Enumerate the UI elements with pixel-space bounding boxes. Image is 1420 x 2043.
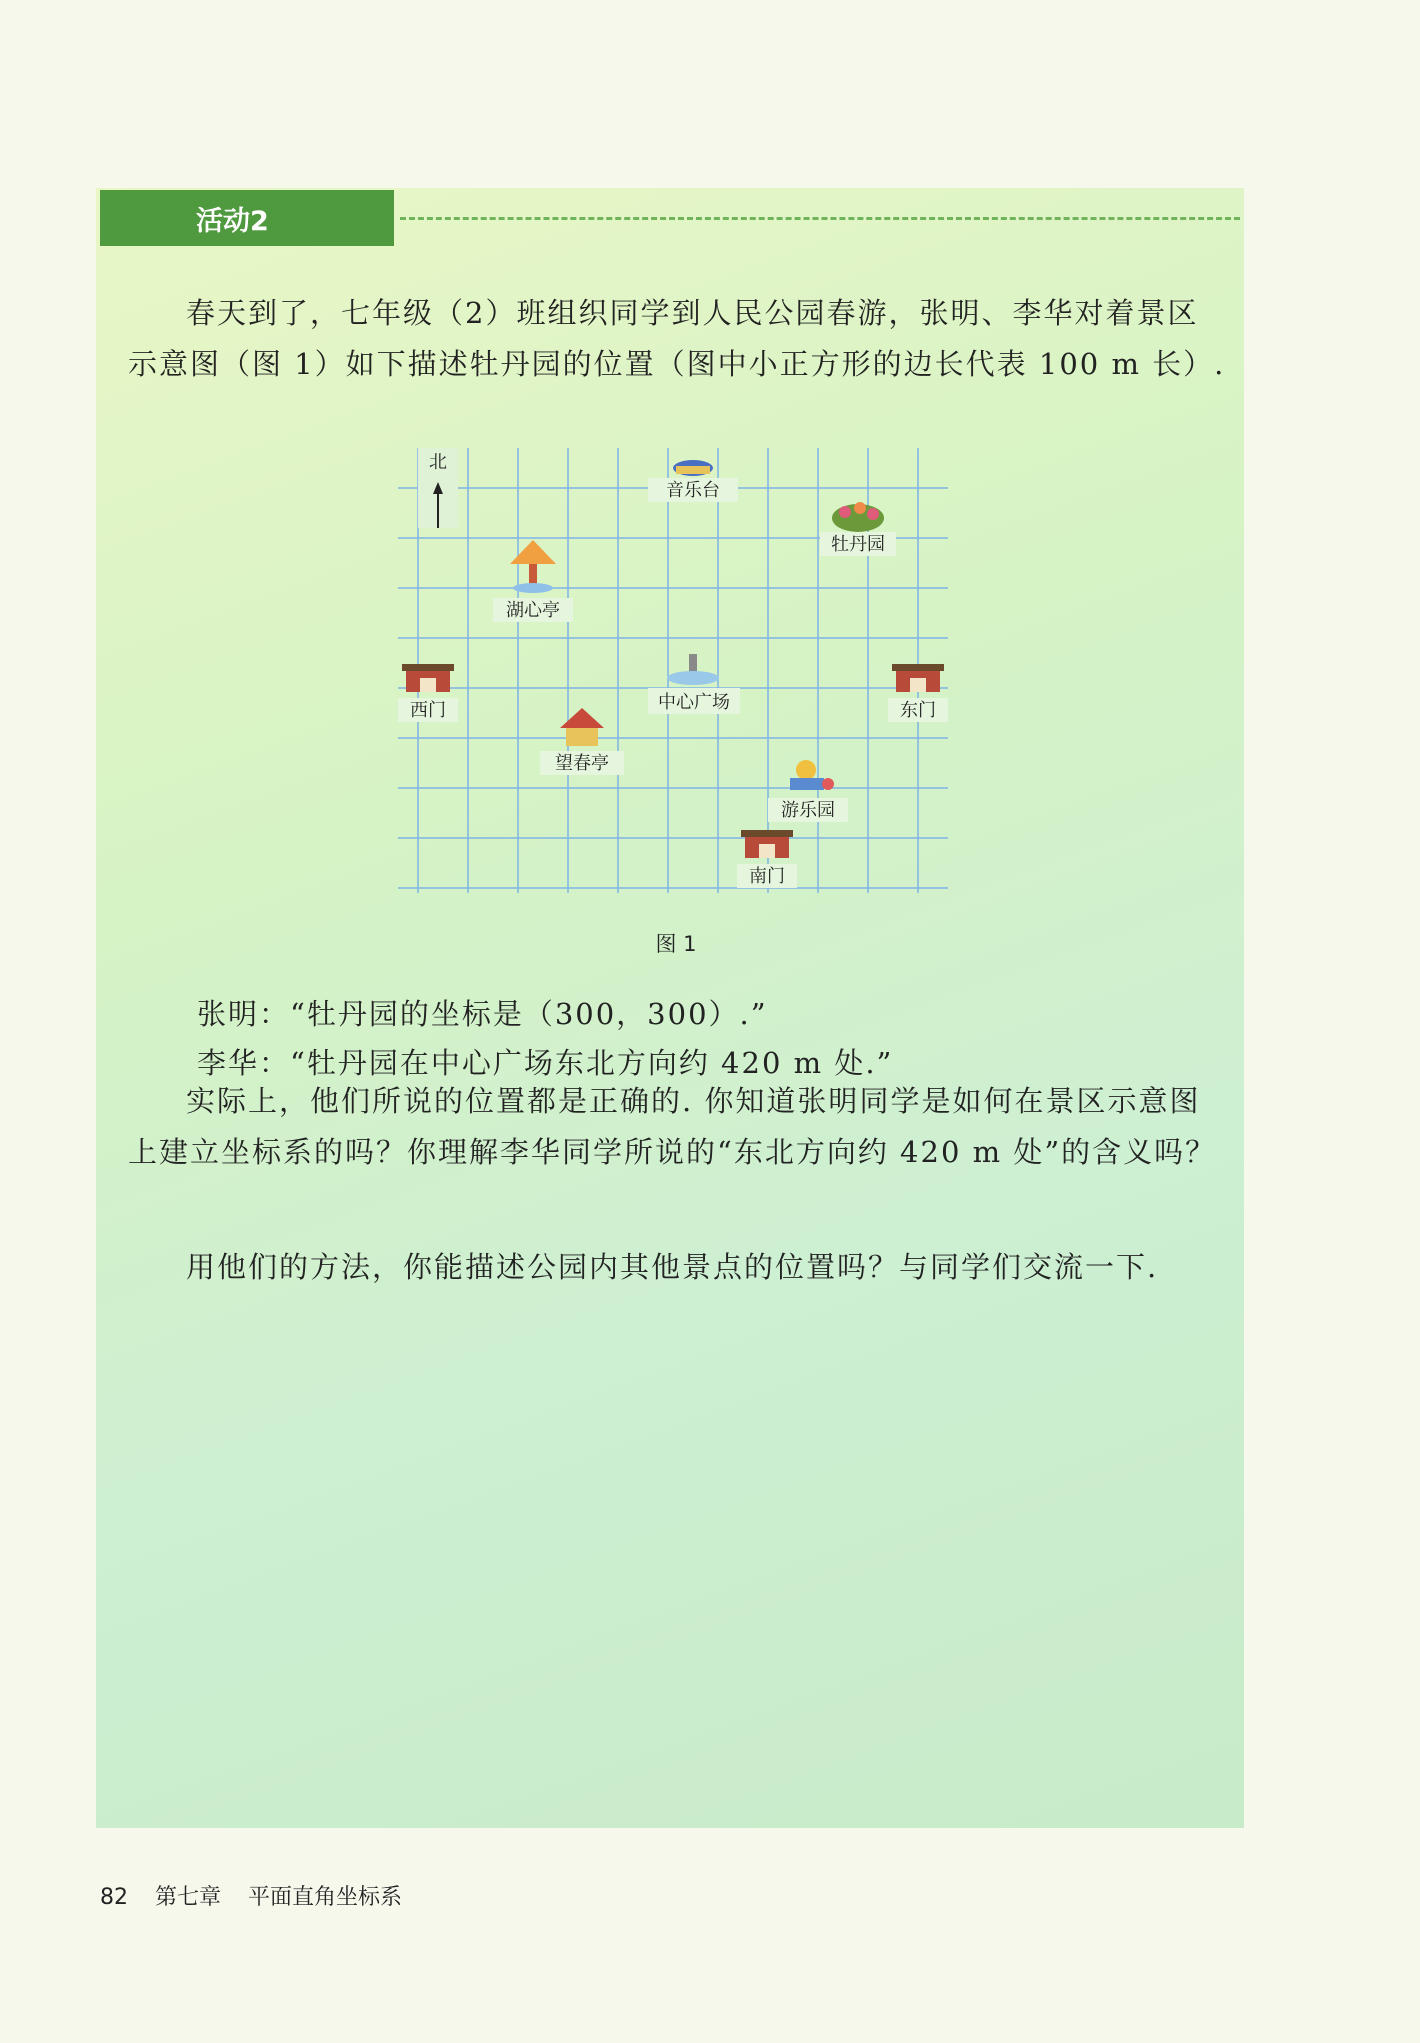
svg-text:东门: 东门 bbox=[900, 700, 936, 721]
north-arrow bbox=[418, 448, 458, 528]
gate-icon bbox=[741, 830, 793, 858]
svg-text:西门: 西门 bbox=[410, 700, 446, 721]
landmark-south-gate bbox=[737, 830, 797, 888]
landmark-playground bbox=[768, 760, 848, 822]
landmark-central-square bbox=[648, 654, 740, 714]
svg-text:音乐台: 音乐台 bbox=[666, 480, 720, 501]
quote-lihua: 李华：“牡丹园在中心广场东北方向约 420 m 处.” bbox=[197, 1046, 894, 1080]
pavilion-icon bbox=[560, 708, 604, 746]
gate-icon bbox=[892, 664, 944, 692]
landmark-west-gate bbox=[398, 664, 458, 722]
page-number: 82 bbox=[100, 1885, 128, 1910]
landmark-wangchun-pavilion bbox=[540, 708, 624, 775]
page-footer bbox=[100, 1880, 422, 1911]
chapter-number: 第七章 bbox=[155, 1885, 222, 1910]
lake-pavilion-icon bbox=[510, 540, 556, 593]
quote-zhangming: 张明：“牡丹园的坐标是（300，300）.” bbox=[197, 997, 768, 1031]
gate-icon bbox=[402, 664, 454, 692]
chapter-title: 平面直角坐标系 bbox=[248, 1885, 403, 1910]
svg-text:牡丹园: 牡丹园 bbox=[831, 534, 885, 555]
question-paragraph: 实际上，他们所说的位置都是正确的. 你知道张明同学是如何在景区示意图上建立坐标系的吗？你理解李华同学所说的“东北方向约 420 m 处”的含义吗？ bbox=[128, 1084, 1217, 1169]
intro-paragraph: 春天到了，七年级（2）班组织同学到人民公园春游，张明、李华对着景区示意图（图 1）如下描述牡丹园的位置（图中小正方形的边长代表 100 m 长）. bbox=[128, 296, 1226, 381]
svg-text:北: 北 bbox=[429, 452, 447, 473]
svg-text:南门: 南门 bbox=[749, 866, 785, 887]
playground-icon bbox=[790, 760, 834, 790]
landmark-lake-pavilion bbox=[493, 540, 573, 622]
svg-text:望春亭: 望春亭 bbox=[555, 753, 609, 774]
park-map bbox=[398, 448, 958, 908]
figure-caption: 图 1 bbox=[655, 932, 697, 956]
fountain-icon bbox=[667, 654, 719, 685]
task-paragraph: 用他们的方法，你能描述公园内其他景点的位置吗？与同学们交流一下. bbox=[186, 1250, 1159, 1284]
activity-header: 活动2 bbox=[100, 190, 394, 246]
svg-text:中心广场: 中心广场 bbox=[658, 692, 730, 713]
header-dashed-line bbox=[400, 217, 1240, 220]
landmark-peony-garden bbox=[820, 502, 896, 556]
peony-garden-icon bbox=[832, 502, 884, 532]
svg-text:湖心亭: 湖心亭 bbox=[506, 600, 560, 621]
landmark-music-stage bbox=[648, 460, 738, 502]
svg-text:游乐园: 游乐园 bbox=[781, 800, 835, 821]
